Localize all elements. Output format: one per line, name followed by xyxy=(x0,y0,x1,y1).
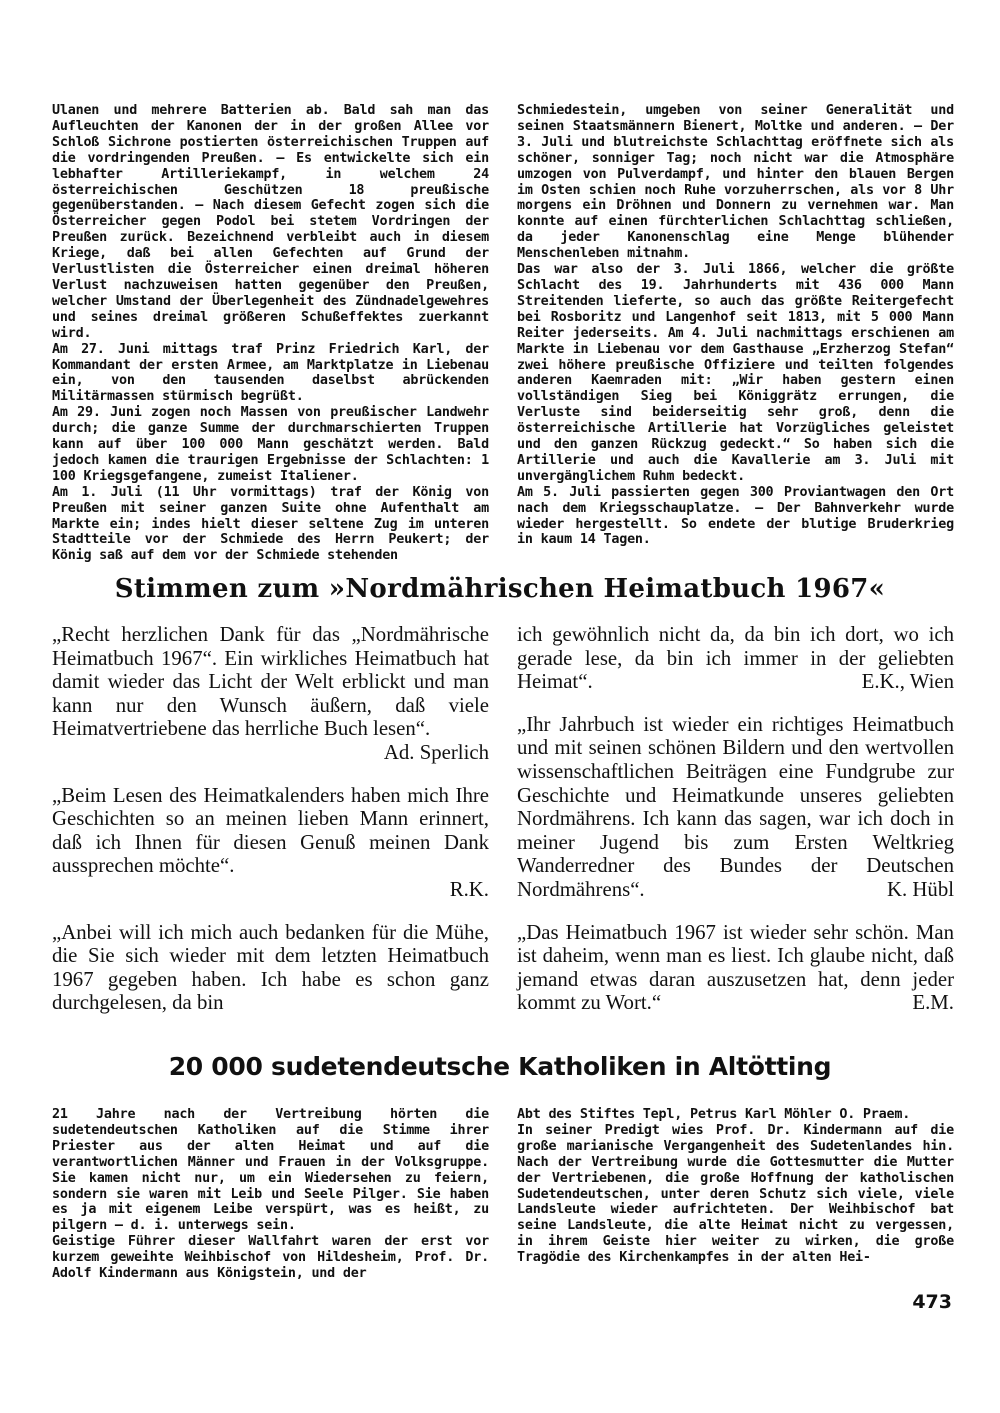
pilgrimage-paragraph: In seiner Predigt wies Prof. Dr. Kindermann auf die große marianische Vergangenheit des Sudetenlandes hin. Nach der Vertreibung wurde die Gottesmutter die Mutter der Vertriebenen, die große Hoffnung der katholischen Sudetendeutschen, unter deren Schutz sich viele, viele Landsleute wieder aufrichteten. Der Weihbischof bat seine Landsleute, die alte Heimat nicht zu vergessen, in ihrem Geiste hier weiter zu wirken, die große Tragödie des Kirchenkampfes in der alten Hei- xyxy=(517,1122,954,1266)
history-column-left xyxy=(52,103,489,564)
history-column-right xyxy=(517,103,954,548)
heimatbuch-voices-title: Stimmen zum »Nordmährischen Heimatbuch 1967« xyxy=(114,574,886,604)
reader-letter xyxy=(52,623,489,765)
altoetting-pilgrimage-title: 20 000 sudetendeutsche Katholiken in Altötting xyxy=(168,1052,832,1081)
letter-text: „Anbei will ich mich auch bedanken für die Mühe, die Sie sich wieder mit dem letzten Heimatbuch 1967 gegeben haben. Ich habe es schon ganz durchgelesen, da bin xyxy=(52,920,489,1015)
letter-text: „Recht herzlichen Dank für das „Nordmährische Heimatbuch 1967“. Ein wirkliches Heimatbuch hat damit wieder das Licht der Welt erblickt und man kann nur den Wunsch äußern, daß viele Heimatvertriebene das herrliche Buch lesen“. xyxy=(52,623,489,741)
history-paragraph: Ulanen und mehrere Batterien ab. Bald sah man das Aufleuchten der Kanonen der in der großen Allee vor Schloß Sichrone postierten österreichischen Truppen auf die vordringenden Preußen. — Es entwickelte sich ein lebhafter Artilleriekampf, in welchem 24 österreichischen Geschützen 18 preußische gegenüberstanden. — Nach diesem Gefecht zogen sich die Österreicher gegen Podol bei stetem Vordringen der Preußen zurück. Bezeichnend verbleibt auch in diesem Kriege, daß bei allen Gefechten auf Grund der Verlustlisten die Österreicher einen dreimal höheren Verlust nachzuweisen hatten gegenüber den Preußen, welcher Umstand der Überlegenheit des Zündnadelgewehres und seines dreimal größeren Schußeffektes zuerkannt wird. xyxy=(52,103,489,341)
history-paragraph: Am 27. Juni mittags traf Prinz Friedrich Karl, der Kommandant der ersten Armee, am Marktplatze in Liebenau ein, von den tausenden daselbst abrückenden Militärmassen stürmisch begrüßt. xyxy=(52,341,489,405)
pilgrimage-column-right xyxy=(517,1107,954,1266)
pilgrimage-paragraph: 21 Jahre nach der Vertreibung hörten die sudetendeutschen Katholiken auf die Stimme ihrer Priester aus der alten Heimat und auf die verantwortlichen Männer und Frauen in der Volksgruppe. Sie kamen nicht nur, um ein Wiedersehen zu feiern, sondern sie waren mit Leib und Seele Pilger. Sie haben es ja mit eigenem Leibe verspürt, was es heißt, zu pilgern — d. i. unterwegs sein. xyxy=(52,1107,489,1234)
letter-text: ich gewöhnlich nicht da, da bin ich dort, wo ich gerade lese, da bin ich immer in der geliebten Heimat“. xyxy=(517,623,954,694)
letter-signature: E.M. xyxy=(912,991,954,1015)
letter-text: „Das Heimatbuch 1967 ist wieder sehr schön. Man ist daheim, wenn man es liest. Ich glaube nicht, daß jemand etwas daran auszusetzen hat, denn jeder kommt zu Wort.“ xyxy=(517,920,954,1015)
letter-text: „Ihr Jahrbuch ist wieder ein richtiges Heimatbuch und mit seinen schönen Bildern und den wertvollen wissenschaftlichen Beiträgen eine Fundgrube zur Geschichte und Heimatkunde unseres geliebten Nordmährens. Ich kann das sagen, war ich doch in meiner Jugend bis zum Ersten Weltkrieg Wanderredner des Bundes der Deutschen Nordmährens“. xyxy=(517,712,954,901)
history-paragraph: Am 5. Juli passierten gegen 300 Proviantwagen den Ort nach dem Kriegsschauplatze. — Der Bahnverkehr wurde wieder hergestellt. So endete der blutige Bruderkrieg in kaum 14 Tagen. xyxy=(517,484,954,548)
letter-text: „Beim Lesen des Heimatkalenders haben mich Ihre Geschichten so an meinen lieben Mann erinnert, daß ich Ihnen für diesen Genuß meinen Dank aussprechen möchte“. xyxy=(52,783,489,878)
history-paragraph: Am 1. Juli (11 Uhr vormittags) traf der König von Preußen mit seiner ganzen Suite ohne Aufenthalt am Markte ein; indes hielt dieser seltene Zug im unteren Stadtteile vor der Schmiede des Herrn Peukert; der König saß auf dem vor der Schmiede stehenden xyxy=(52,484,489,564)
reader-letter xyxy=(517,713,954,902)
letter-signature: Ad. Sperlich xyxy=(383,740,489,764)
letter-signature: K. Hübl xyxy=(886,877,954,901)
history-paragraph: Am 29. Juni zogen noch Massen von preußischer Landwehr durch; die ganze Summe der durchmarschierten Truppen kann auf über 100 000 Mann geschätzt werden. Bald jedoch kamen die traurigen Ergebnisse der Schlachten: 1 100 Kriegsgefangene, zumeist Italiener. xyxy=(52,405,489,484)
letter-signature: E.K., Wien xyxy=(861,670,954,694)
history-paragraph: Schmiedestein, umgeben von seiner Generalität und seinen Staatsmännern Bienert, Moltke und anderen. — Der 3. Juli und blutreichste Schlachttag eröffnete sich als schöner, sonniger Tag; noch nicht war die Atmosphäre umzogen von Pulverdampf, und hinter den blauen Bergen im Osten schien noch Ruhe vorzuherrschen, als vor 8 Uhr morgens ein Dröhnen und Donnern zu vernehmen war. Man konnte auf einen fürchterlichen Schlachttag schließen, da jeder Kanonenschlag eine Menge blühender Menschenleben mitnahm. xyxy=(517,103,954,262)
letter-signature: R.K. xyxy=(449,877,489,901)
reader-letter xyxy=(52,784,489,902)
letters-column-left xyxy=(52,623,489,1034)
reader-letter xyxy=(52,921,489,1015)
letters-column-right xyxy=(517,623,954,1034)
pilgrimage-paragraph: Geistige Führer dieser Wallfahrt waren der erst vor kurzem geweihte Weihbischof von Hildesheim, Prof. Dr. Adolf Kindermann aus Königstein, und der xyxy=(52,1234,489,1282)
page-number: 473 xyxy=(912,1291,952,1313)
history-paragraph: Das war also der 3. Juli 1866, welcher die größte Schlacht des 19. Jahrhunderts mit 436 000 Mann Streitenden lieferte, so auch das größte Reitergefecht bei Rosboritz und Langenhof seit 1813, mit 5 000 Mann Reiter jederseits. Am 4. Juli nachmittags erschienen am Markte in Liebenau vor dem Gasthause „Erzherzog Stefan“ zwei höhere preußische Offiziere und teilten folgendes anderen Kaemraden mit: „Wir haben gestern einen vollständigen Sieg bei Königgrätz errungen, die Verluste sind beiderseitig sehr groß, denn die österreichische Artillerie hat Vorzügliches geleistet und den ganzen Rückzug gedeckt.“ So haben sich die Artillerie und auch die Kavallerie am 3. Juli mit unvergänglichem Ruhm bedeckt. xyxy=(517,262,954,484)
reader-letter xyxy=(517,623,954,694)
pilgrimage-column-left xyxy=(52,1107,489,1282)
reader-letter xyxy=(517,921,954,1015)
pilgrimage-paragraph: Abt des Stiftes Tepl, Petrus Karl Möhler O. Praem. xyxy=(517,1107,911,1122)
